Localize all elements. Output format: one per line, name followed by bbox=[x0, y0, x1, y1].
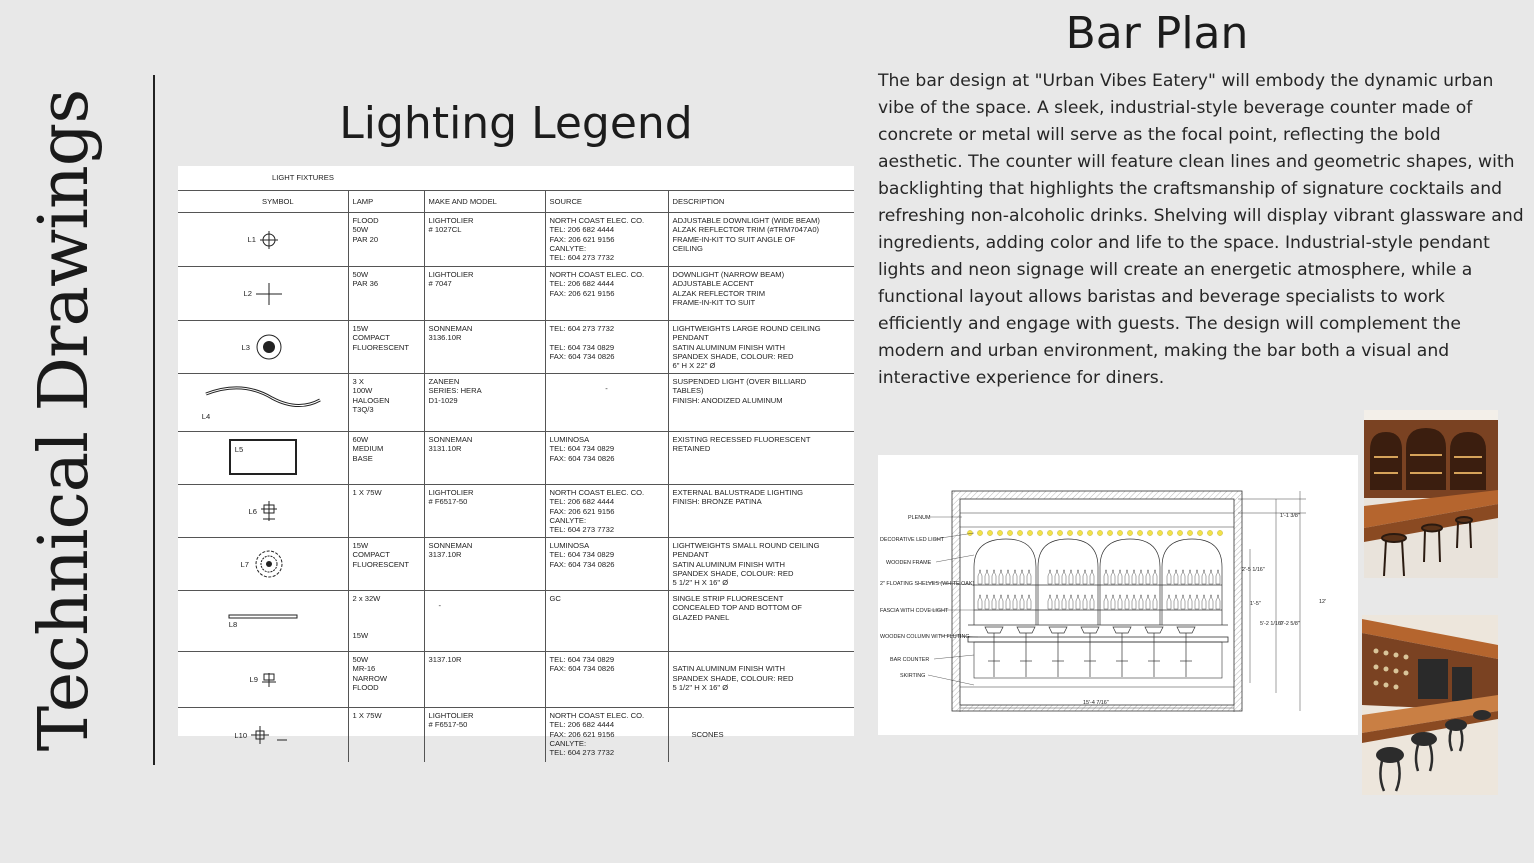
source-cell: LUMINOSA TEL: 604 734 0829 FAX: 604 734 0826 bbox=[545, 538, 668, 591]
fixture-symbol-icon bbox=[250, 675, 276, 684]
lighting-legend-title: Lighting Legend bbox=[339, 98, 693, 149]
col-symbol: SYMBOL bbox=[178, 191, 348, 213]
label-frame: WOODEN FRAME bbox=[886, 560, 932, 566]
dim-lower2: 9'-2 5/8" bbox=[1280, 621, 1300, 627]
source-cell: NORTH COAST ELEC. CO. TEL: 206 682 4444 FAX: 206 621 9156 CANLYTE: TEL: 604 273 7732 bbox=[545, 213, 668, 267]
led-dot bbox=[1007, 530, 1012, 535]
description-cell: DOWNLIGHT (NARROW BEAM) ADJUSTABLE ACCENT ALZAK REFLECTOR TRIM FRAME-IN-KIT TO SUIT bbox=[668, 267, 854, 321]
make-cell: LIGHTOLIER # F6517-50 bbox=[424, 708, 545, 763]
fixture-symbol-icon bbox=[244, 289, 282, 298]
table-row bbox=[178, 591, 854, 652]
symbol-code: L5 bbox=[234, 445, 244, 455]
symbol-code: L10 bbox=[234, 730, 248, 740]
make-cell: LIGHTOLIER # 1027CL bbox=[424, 213, 545, 267]
fixture-symbol-icon bbox=[248, 235, 278, 244]
symbol-cell bbox=[178, 374, 348, 432]
make-cell: LIGHTOLIER # 7047 bbox=[424, 267, 545, 321]
lamp-cell: 1 X 75W bbox=[348, 485, 424, 538]
led-dot bbox=[1117, 530, 1122, 535]
fixture-symbol-icon bbox=[234, 731, 291, 740]
symbol-cell bbox=[178, 538, 348, 591]
led-dot bbox=[1207, 530, 1212, 535]
led-dot bbox=[967, 530, 972, 535]
symbol-cell bbox=[178, 213, 348, 267]
led-dot bbox=[1187, 530, 1192, 535]
lamp-cell: 2 x 32W 15W bbox=[348, 591, 424, 652]
symbol-code: L2 bbox=[243, 289, 252, 299]
led-dot bbox=[997, 530, 1002, 535]
symbol-code: L7 bbox=[240, 559, 249, 569]
symbol-code: L6 bbox=[248, 506, 257, 516]
led-dot bbox=[1047, 530, 1052, 535]
source-cell: NORTH COAST ELEC. CO. TEL: 206 682 4444 FAX: 206 621 9156 CANLYTE: TEL: 604 273 7732 bbox=[545, 708, 668, 763]
fixture-symbol-icon bbox=[229, 445, 297, 477]
make-cell: SONNEMAN 3131.10R bbox=[424, 432, 545, 485]
dim-lower1: 5'-2 1/16" bbox=[1260, 621, 1283, 627]
bar-elevation-drawing bbox=[878, 455, 1358, 735]
source-cell: NORTH COAST ELEC. CO. TEL: 206 682 4444 FAX: 206 621 9156 bbox=[545, 267, 668, 321]
source-cell: LUMINOSA TEL: 604 734 0829 FAX: 604 734 0826 bbox=[545, 432, 668, 485]
lamp-cell: 1 X 75W bbox=[348, 708, 424, 763]
lighting-legend-table bbox=[178, 166, 854, 758]
led-dot bbox=[987, 530, 992, 535]
led-dot bbox=[1107, 530, 1112, 535]
led-dot bbox=[1197, 530, 1202, 535]
description-cell: ADJUSTABLE DOWNLIGHT (WIDE BEAM) ALZAK REFLECTOR TRIM (#TRM7047A0) FRAME-IN-KIT TO SUIT ANGLE OF CEILING bbox=[668, 213, 854, 267]
symbol-cell bbox=[178, 708, 348, 763]
source-cell: TEL: 604 734 0829 FAX: 604 734 0826 bbox=[545, 652, 668, 708]
description-cell: LIGHTWEIGHTS LARGE ROUND CEILING PENDANT SATIN ALUMINUM FINISH WITH SPANDEX SHADE, COLOUR: RED 6" H X 22" Ø bbox=[668, 321, 854, 374]
description-cell: EXTERNAL BALUSTRADE LIGHTING FINISH: BRONZE PATINA bbox=[668, 485, 854, 538]
label-skirting: SKIRTING bbox=[900, 673, 926, 679]
description-cell: LIGHTWEIGHTS SMALL ROUND CEILING PENDANT SATIN ALUMINUM FINISH WITH SPANDEX SHADE, COLOUR: RED 5 1/2" H X 16" Ø bbox=[668, 538, 854, 591]
led-dot bbox=[1077, 530, 1082, 535]
table-row bbox=[178, 485, 854, 538]
led-dot bbox=[1017, 530, 1022, 535]
fixture-symbol-icon bbox=[249, 507, 277, 516]
fixture-symbol-icon bbox=[241, 560, 285, 569]
symbol-code: L8 bbox=[228, 620, 238, 630]
symbol-code: L1 bbox=[247, 235, 256, 245]
fixture-symbol-icon bbox=[242, 343, 284, 352]
label-led: DECORATIVE LED LIGHT bbox=[880, 537, 944, 543]
bar-plan-title: Bar Plan bbox=[1065, 8, 1249, 59]
source-cell: NORTH COAST ELEC. CO. TEL: 206 682 4444 FAX: 206 621 9156 CANLYTE: TEL: 604 273 7732 bbox=[545, 485, 668, 538]
label-counter: BAR COUNTER bbox=[890, 657, 930, 663]
description-cell: EXISTING RECESSED FLUORESCENT RETAINED bbox=[668, 432, 854, 485]
make-cell: 3137.10R bbox=[424, 652, 545, 708]
symbol-cell bbox=[178, 485, 348, 538]
led-dot bbox=[1037, 530, 1042, 535]
table-title: LIGHT FIXTURES bbox=[272, 173, 334, 182]
col-source: SOURCE bbox=[545, 191, 668, 213]
symbol-cell bbox=[178, 321, 348, 374]
side-title-text: Technical Drawings bbox=[25, 89, 105, 751]
dim-shelf: 1'-5" bbox=[1250, 601, 1261, 607]
source-cell: - bbox=[545, 374, 668, 432]
bar-rendering-photo-1 bbox=[1364, 410, 1498, 578]
col-lamp: LAMP bbox=[348, 191, 424, 213]
description-cell: SINGLE STRIP FLUORESCENT CONCEALED TOP AND BOTTOM OF GLAZED PANEL bbox=[668, 591, 854, 652]
symbol-cell bbox=[178, 432, 348, 485]
bar-opening bbox=[960, 499, 1234, 705]
led-dot bbox=[1147, 530, 1152, 535]
description-cell: SATIN ALUMINUM FINISH WITH SPANDEX SHADE, COLOUR: RED 5 1/2" H X 16" Ø bbox=[668, 652, 854, 708]
dim-plenum: 1'-1 3/8" bbox=[1280, 513, 1300, 519]
dim-upper: 2'-5 1/16" bbox=[1242, 567, 1265, 573]
description-cell: SUSPENDED LIGHT (OVER BILLIARD TABLES) FINISH: ANODIZED ALUMINUM bbox=[668, 374, 854, 432]
lamp-cell: 50W MR-16 NARROW FLOOD bbox=[348, 652, 424, 708]
symbol-code: L3 bbox=[241, 342, 250, 352]
table-row bbox=[178, 374, 854, 432]
table-row bbox=[178, 708, 854, 763]
table-row bbox=[178, 267, 854, 321]
label-plenum: PLENUM bbox=[908, 515, 931, 521]
bar-elevation-svg bbox=[878, 455, 1358, 735]
label-shelves: 2" FLOATING SHELVES (WHITE OAK) bbox=[880, 581, 975, 587]
led-dot bbox=[1137, 530, 1142, 535]
source-cell: GC bbox=[545, 591, 668, 652]
led-dot bbox=[1097, 530, 1102, 535]
make-cell: LIGHTOLIER # F6517-50 bbox=[424, 485, 545, 538]
led-dot bbox=[1167, 530, 1172, 535]
table-row bbox=[178, 652, 854, 708]
dim-width: 15'-4 7/16" bbox=[1083, 700, 1109, 706]
lamp-cell: FLOOD 50W PAR 20 bbox=[348, 213, 424, 267]
bar-rendering-photo-2 bbox=[1362, 615, 1498, 795]
label-fascia: FASCIA WITH COVE LIGHT bbox=[880, 608, 949, 614]
symbol-code: L9 bbox=[249, 675, 258, 685]
bar-plan-description: The bar design at "Urban Vibes Eatery" will embody the dynamic urban vibe of the space. A sleek, industrial-style beverage counter made of concrete or metal will serve as the focal point, reflecting the bold aesthetic. The counter will feature clean lines and geometric shapes, with backlighting that highlights the craftsmanship of signature cocktails and refreshing non-alcoholic drinks. Shelving will display vibrant glassware and ingredients, adding color and life to the space. Industrial-style pendant lights and neon signage will create an energetic atmosphere, while a functional layout allows baristas and beverage specialists to work efficiently and engage with guests. The design will complement the modern and urban environment, making the bar both a visual and interactive experience for diners. bbox=[878, 71, 1524, 388]
led-dot bbox=[1057, 530, 1062, 535]
lamp-cell: 3 X 100W HALOGEN T3Q/3 bbox=[348, 374, 424, 432]
side-title bbox=[0, 75, 130, 765]
lamp-cell: 15W COMPACT FLUORESCENT bbox=[348, 538, 424, 591]
table-header-row bbox=[178, 191, 854, 213]
led-dot bbox=[1157, 530, 1162, 535]
make-cell: ZANEEN SERIES: HERA D1-1029 bbox=[424, 374, 545, 432]
symbol-cell bbox=[178, 652, 348, 708]
symbol-cell bbox=[178, 267, 348, 321]
table-row bbox=[178, 213, 854, 267]
dim-overall: 12' bbox=[1319, 599, 1327, 605]
side-divider bbox=[153, 75, 155, 765]
make-cell: - bbox=[424, 591, 545, 652]
lamp-cell: 50W PAR 36 bbox=[348, 267, 424, 321]
col-make: MAKE AND MODEL bbox=[424, 191, 545, 213]
table-row bbox=[178, 321, 854, 374]
led-dot bbox=[1027, 530, 1032, 535]
symbol-cell bbox=[178, 591, 348, 652]
lamp-cell: 60W MEDIUM BASE bbox=[348, 432, 424, 485]
symbol-code: L4 bbox=[201, 412, 211, 422]
led-dot bbox=[1067, 530, 1072, 535]
source-cell: TEL: 604 273 7732 TEL: 604 734 0829 FAX: 604 734 0826 bbox=[545, 321, 668, 374]
label-column: WOODEN COLUMN WITH FLUTING bbox=[880, 634, 970, 640]
table-row bbox=[178, 432, 854, 485]
table-row bbox=[178, 538, 854, 591]
led-dot bbox=[1087, 530, 1092, 535]
fixture-symbol-icon bbox=[228, 613, 297, 630]
led-dot bbox=[1217, 530, 1222, 535]
led-dot bbox=[1177, 530, 1182, 535]
make-cell: SONNEMAN 3137.10R bbox=[424, 538, 545, 591]
fixture-symbol-icon bbox=[201, 405, 324, 422]
description-cell: SCONES bbox=[668, 708, 854, 763]
led-dot bbox=[977, 530, 982, 535]
col-description: DESCRIPTION bbox=[668, 191, 854, 213]
make-cell: SONNEMAN 3136.10R bbox=[424, 321, 545, 374]
lamp-cell: 15W COMPACT FLUORESCENT bbox=[348, 321, 424, 374]
led-dot bbox=[1127, 530, 1132, 535]
